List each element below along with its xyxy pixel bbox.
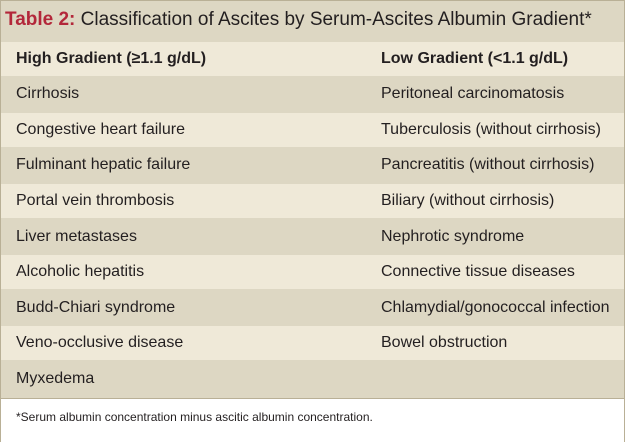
table-row: [1, 326, 624, 360]
low-gradient-cell: Nephrotic syndrome: [381, 228, 525, 245]
low-gradient-cell: Biliary (without cirrhosis): [381, 192, 555, 209]
table-row: [1, 291, 624, 325]
table-row: [1, 184, 624, 218]
low-gradient-cell: Connective tissue diseases: [381, 263, 575, 280]
high-gradient-cell: Alcoholic hepatitis: [16, 263, 145, 280]
table-header-row: [1, 42, 624, 76]
table-row: [1, 220, 624, 254]
high-gradient-cell: Budd-Chiari syndrome: [16, 299, 176, 316]
high-gradient-cell: Congestive heart failure: [16, 121, 185, 138]
high-gradient-cell: Myxedema: [16, 370, 95, 387]
table-row: [1, 255, 624, 289]
table-row: [1, 362, 624, 396]
high-gradient-cell: Cirrhosis: [16, 85, 80, 102]
table-label: Table 2:: [5, 9, 76, 30]
table-row: [1, 77, 624, 111]
table-row: [1, 148, 624, 182]
high-gradient-cell: Fulminant hepatic failure: [16, 156, 191, 173]
high-gradient-cell: Liver metastases: [16, 228, 137, 245]
low-gradient-cell: Tuberculosis (without cirrhosis): [381, 121, 601, 138]
low-gradient-cell: Chlamydial/gonococcal infection: [381, 299, 610, 316]
low-gradient-cell: Pancreatitis (without cirrhosis): [381, 156, 595, 173]
high-gradient-cell: Portal vein thrombosis: [16, 192, 175, 209]
column-header-high-gradient: High Gradient (≥1.1 g/dL): [16, 50, 207, 67]
column-header-low-gradient: Low Gradient (<1.1 g/dL): [381, 50, 569, 67]
table-footnote: [1, 398, 624, 442]
table-title: [5, 1, 592, 38]
low-gradient-cell: Peritoneal carcinomatosis: [381, 85, 565, 102]
table-row: [1, 113, 624, 147]
low-gradient-cell: Bowel obstruction: [381, 334, 508, 351]
high-gradient-cell: Veno-occlusive disease: [16, 334, 184, 351]
table-title-text: Classification of Ascites by Serum-Ascites Albumin Gradient*: [75, 9, 592, 30]
footnote-text: *Serum albumin concentration minus ascitic albumin concentration.: [16, 410, 373, 424]
